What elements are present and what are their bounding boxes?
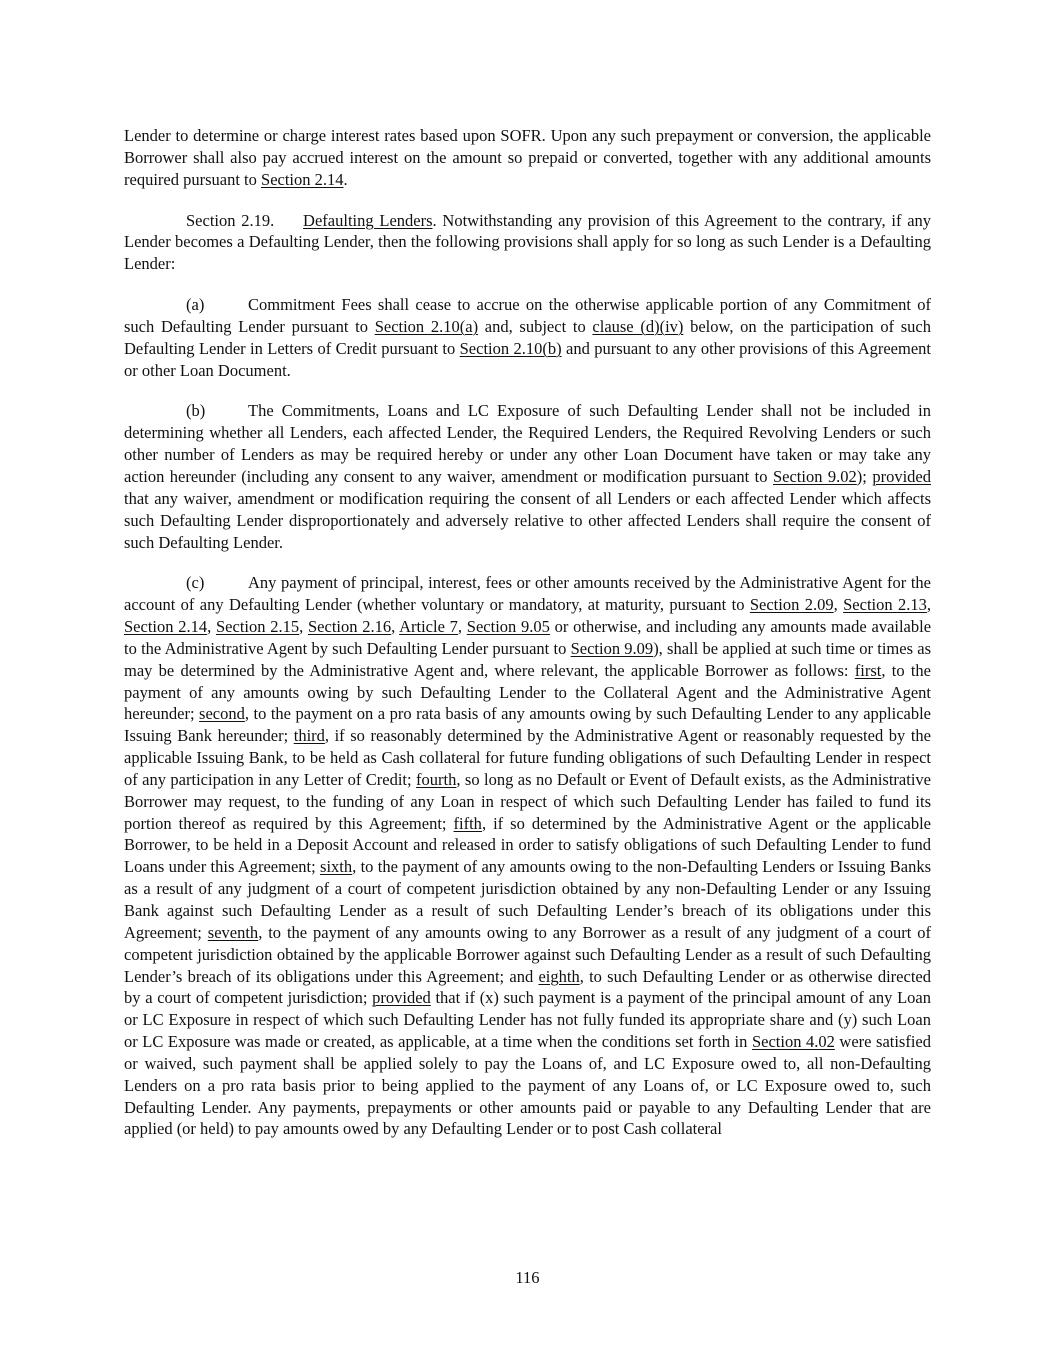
clause-c-paragraph <box>124 572 931 1140</box>
clause-a-paragraph <box>124 294 931 381</box>
cross-reference: Section 2.13 <box>843 595 927 615</box>
cross-reference: Section 2.10(b) <box>459 338 562 358</box>
cross-reference: eighth <box>538 966 580 986</box>
text-run: , to such Defaulting Lender or as otherwise directed by a court of competent jurisdiction; <box>124 966 931 1008</box>
cross-reference: Section 2.16 <box>308 617 392 637</box>
clause-label: (a) <box>186 295 205 315</box>
clause-b-paragraph <box>124 400 931 553</box>
text-run: , <box>926 595 931 615</box>
cross-reference: clause (d)(iv) <box>592 316 684 336</box>
text-run: . <box>343 169 348 189</box>
text-run: and, subject to <box>478 316 593 336</box>
cross-reference: Section 2.10(a) <box>374 316 479 336</box>
cross-reference: Section 9.05 <box>466 617 550 637</box>
cross-reference: third <box>293 726 325 746</box>
text-run: and pursuant to any other provisions of this Agreement or other Loan Document. <box>124 338 931 380</box>
clause-label: (b) <box>186 401 206 421</box>
continuation-paragraph <box>124 125 931 191</box>
text-run: or otherwise, and including any amounts made available to the Administrative Agent by such Defaulting Lender pursuant to <box>124 617 932 658</box>
cross-reference: Section 2.14 <box>261 169 344 189</box>
text-run: were satisfied or waived, such payment shall be applied solely to pay the Loans of, and LC Exposure owed to, all non-Defaulting Lenders on a pro rata basis prior to being applied to the payment of any Loans of, or LC Exposure owed to, such Defaulting Lender. Any payments, prepayments or other amounts paid or payable to any Defaulting Lender that are applied (or held) to pay amounts owed by any Defaulting Lender or to post Cash collateral <box>124 1032 932 1139</box>
text-run: , to the payment of any amounts owing to the non-Defaulting Lenders or Issuing Banks as a result of any judgment of a court of competent jurisdiction obtained by any non-Defaulting Lender or any Issuing Bank against such Defaulting Lender as a result of such Defaulting Lender’s breach of its obligations under this Agreement; <box>124 857 931 942</box>
text-run: that any waiver, amendment or modification requiring the consent of all Lenders or each affected Lender which affects such Defaulting Lender disproportionately and adversely relative to other affected Lenders shall require the consent of such Defaulting Lender. <box>124 488 931 552</box>
text-run: , so long as no Default or Event of Default exists, as the Administrative Borrower may request, to the funding of any Loan in respect of which such Defaulting Lender has failed to fund its portion thereof as required by this Agreement; <box>124 769 931 833</box>
document-page <box>124 125 931 1159</box>
cross-reference: Section 2.09 <box>749 595 834 615</box>
text-run: , to the payment of any amounts owing to any Borrower as a result of any judgment of a court of competent jurisdiction obtained by the applicable Borrower against such Defaulting Lender as a result of such Defaulting Lender’s breach of its obligations under this Agreement; and <box>124 922 931 986</box>
text-run: , to the payment of any amounts owing by such Defaulting Lender to the Collateral Agent and the Administrative Agent hereunder; <box>124 660 931 724</box>
cross-reference: Section 2.15 <box>216 617 300 637</box>
cross-reference: Section 9.02 <box>772 466 857 486</box>
clause-label: (c) <box>186 573 205 593</box>
cross-reference: sixth <box>320 857 353 877</box>
section-title: Defaulting Lenders <box>303 210 433 230</box>
text-run: ); <box>856 466 873 486</box>
cross-reference: fifth <box>453 813 482 833</box>
text-run: , <box>207 617 216 637</box>
text-run: , if so determined by the Administrative Agent or the applicable Borrower, to be held in a Deposit Account and released in order to satisfy obligations of such Defaulting Lender to fund Loans under this Agreement; <box>124 813 932 877</box>
cross-reference: provided <box>372 988 431 1008</box>
cross-reference: second <box>199 704 245 724</box>
cross-reference: Section 4.02 <box>751 1032 835 1052</box>
section-2-19-paragraph <box>124 210 931 276</box>
cross-reference: Section 2.14 <box>124 617 208 637</box>
section-intro: . Notwithstanding any provision of this Agreement to the contrary, if any Lender becomes a Defaulting Lender, then the following provisions shall apply for so long as such Lender is a Defaulting Lender: <box>124 210 932 274</box>
cross-reference: Article 7 <box>399 617 458 637</box>
text-run: , <box>299 617 308 637</box>
cross-reference: fourth <box>416 769 457 789</box>
text-run: ), shall be applied at such time or times as may be determined by the Administrative Agent and, where relevant, the applicable Borrower as follows: <box>124 638 931 680</box>
text-run: Any payment of principal, interest, fees or other amounts received by the Administrative Agent for the account of any Defaulting Lender (whether voluntary or mandatory, at maturity, pursuant to <box>124 573 931 615</box>
page-number: 116 <box>515 1268 540 1287</box>
section-number: Section 2.19. <box>186 210 275 230</box>
text-run: , <box>391 617 400 637</box>
text-run: , if so reasonably determined by the Administrative Agent or reasonably requested by the applicable Issuing Bank, to be held as Cash collateral for future funding obligations of such Defaulting Lender in respect of any participation in any Letter of Credit; <box>124 726 931 789</box>
text-run: , to the payment on a pro rata basis of any amounts owing by such Defaulting Lender to any applicable Issuing Bank hereunder; <box>124 704 932 746</box>
text-run: below, on the participation of such Defaulting Lender in Letters of Credit pursuant to <box>124 316 932 358</box>
cross-reference: provided <box>872 466 931 486</box>
text-run: Commitment Fees shall cease to accrue on the otherwise applicable portion of any Commitment of such Defaulting Lender pursuant to <box>124 295 931 336</box>
cross-reference: Section 9.09 <box>570 638 654 658</box>
text-run: , <box>457 617 467 637</box>
text-run: that if (x) such payment is a payment of the principal amount of any Loan or LC Exposure in respect of which such Defaulting Lender has not fully funded its appropriate share and (y) such Loan or LC Exposure was made or created, as applicable, at a time when the conditions set forth in <box>124 988 931 1052</box>
text-run: Lender to determine or charge interest rates based upon SOFR. Upon any such prepayment or conversion, the applicable Borrower shall also pay accrued interest on the amount so prepaid or converted, together with any additional amounts required pursuant to <box>124 126 931 189</box>
text-run: , <box>833 595 844 615</box>
text-run: The Commitments, Loans and LC Exposure of such Defaulting Lender shall not be included in determining whether all Lenders, each affected Lender, the Required Lenders, the Required Revolving Lenders or such other number of Lenders as may be required hereby or under any other Loan Document have taken or may take any action hereunder (including any consent to any waiver, amendment or modification pursuant to <box>124 401 931 486</box>
cross-reference: seventh <box>207 922 259 942</box>
cross-reference: first <box>854 660 882 680</box>
